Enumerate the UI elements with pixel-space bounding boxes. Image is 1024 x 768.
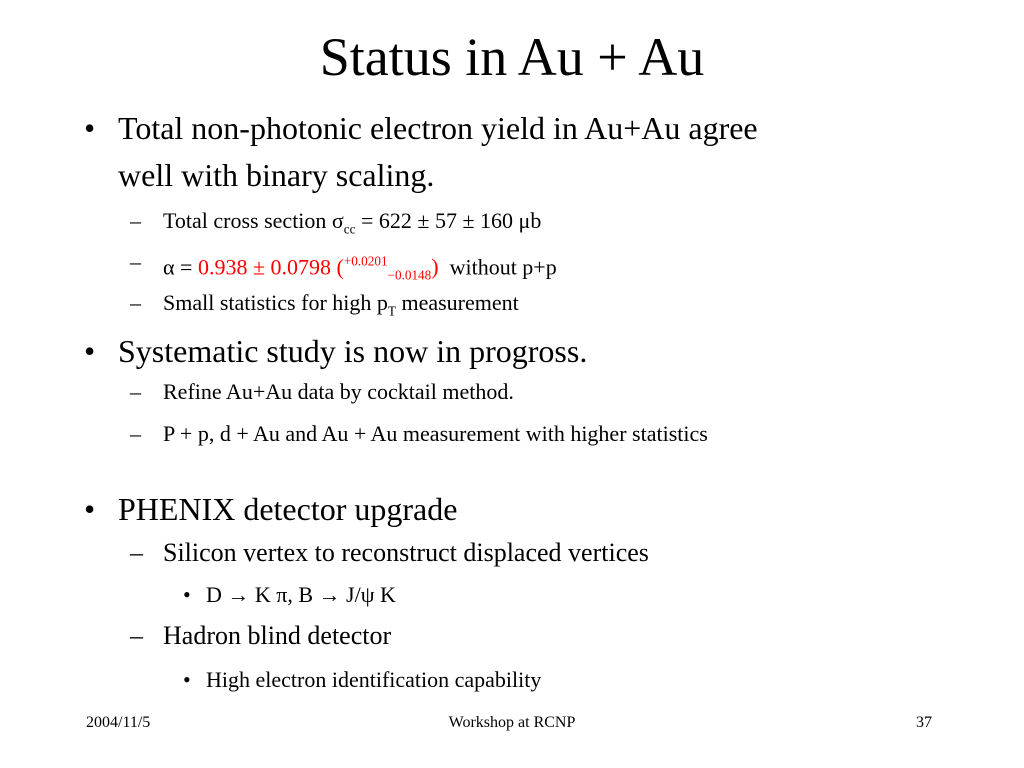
dash-marker: –: [130, 249, 141, 274]
dash-marker: –: [130, 538, 143, 567]
dash-marker: –: [130, 379, 141, 404]
dash-marker: –: [130, 421, 141, 446]
slide-title: Status in Au + Au: [319, 27, 705, 87]
bullet1-line1: Total non-photonic electron yield in Au+Au agree: [118, 110, 758, 146]
dash-marker: –: [130, 621, 143, 650]
bullet-marker: •: [183, 667, 191, 692]
bullet2-sub1: Refine Au+Au data by cocktail method.: [163, 379, 514, 404]
bullet-marker: •: [84, 333, 96, 369]
page-number: 37: [916, 714, 932, 731]
bullet3-sub2: Hadron blind detector: [163, 621, 392, 650]
dash-marker: –: [130, 290, 141, 315]
bullet-marker: •: [84, 491, 96, 527]
bullet-marker: •: [84, 110, 96, 146]
decay-modes: D → K π, B → J/ψ K: [206, 582, 396, 607]
electron-id-item: High electron identification capability: [206, 667, 542, 692]
bullet2-text: Systematic study is now in progross.: [118, 333, 588, 369]
statistics-line: Small statistics for high $p_T$ measurement: [163, 290, 519, 319]
bullet2-sub2: P + p, d + Au and Au + Au measurement with higher statistics: [163, 421, 708, 446]
dash-marker: –: [130, 208, 141, 233]
bullet3-sub1: Silicon vertex to reconstruct displaced vertices: [163, 538, 649, 567]
cross-section-line: Total cross section $\sigma_{cc} = 622 \pm 57 \pm 160$ μb: [163, 208, 542, 237]
bullet-marker: •: [183, 582, 191, 607]
footer-date: 2004/11/5: [86, 714, 151, 731]
bullet1-line2: well with binary scaling.: [118, 157, 435, 193]
bullet3-text: PHENIX detector upgrade: [118, 491, 458, 527]
footer-center: Workshop at RCNP: [448, 714, 576, 731]
alpha-line: α = 0.938 ± 0.0798 ($^{+0.0201}_{-0.0148}$) without p+p: [163, 254, 557, 283]
